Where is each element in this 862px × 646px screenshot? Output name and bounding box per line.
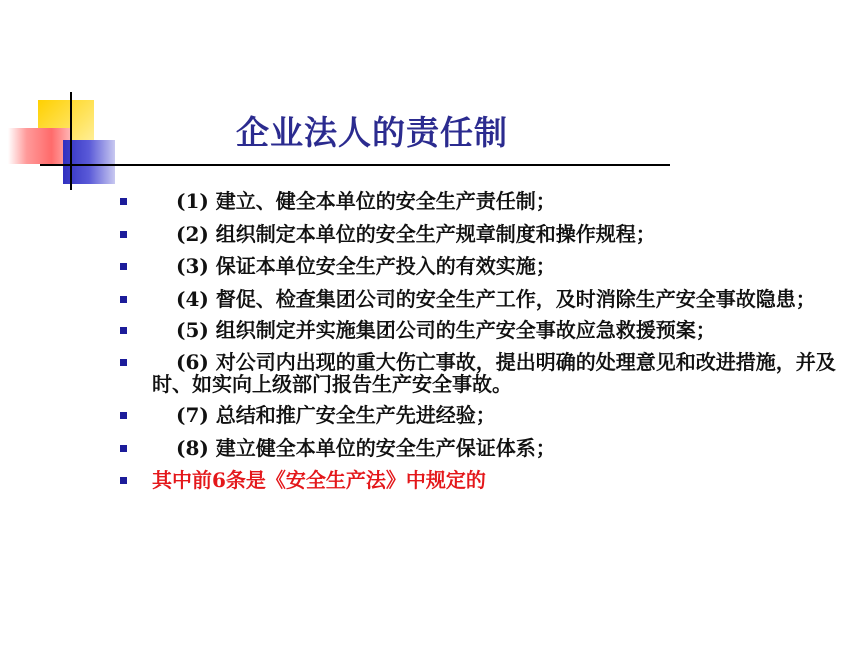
list-item: [118, 288, 842, 310]
list-item-text: (8) 建立健全本单位的安全生产保证体系；: [176, 435, 556, 460]
list-item-text: (5) 组织制定并实施集团公司的生产安全事故应急救援预案；: [176, 317, 716, 342]
bullet-square-icon: [120, 198, 127, 205]
bullet-square-icon: [120, 296, 127, 303]
list-item: [118, 437, 842, 459]
bullet-square-icon: [120, 231, 127, 238]
list-item-text: (1) 建立、健全本单位的安全生产责任制；: [176, 189, 556, 213]
list-item: [118, 319, 842, 341]
list-item-text: (4) 督促、检查集团公司的安全生产工作，及时消除生产安全事故隐患；: [176, 286, 816, 311]
note-text: 其中前6条是《安全生产法》中规定的: [152, 468, 486, 492]
list-item-text: (3) 保证本单位安全生产投入的有效实施；: [176, 254, 556, 278]
decoration-red-square: [8, 128, 70, 164]
decoration-vertical-line: [70, 92, 72, 190]
list-item-text: (6) 对公司内出现的重大伤亡事故，提出明确的处理意见和改进措施，并及时、如实向上级部门报告生产安全事故。: [152, 350, 836, 396]
corner-decoration: [0, 0, 130, 200]
bullet-square-icon: [120, 263, 127, 270]
list-item: [118, 223, 842, 245]
note-item: [118, 469, 842, 491]
list-item: [118, 351, 842, 395]
responsibility-list: [118, 190, 842, 502]
bullet-square-icon: [120, 359, 127, 366]
list-item: [118, 404, 842, 426]
list-item-text: (7) 总结和推广安全生产先进经验；: [176, 403, 496, 427]
list-item-text: (2) 组织制定本单位的安全生产规章制度和操作规程；: [176, 221, 656, 246]
list-item: [118, 190, 842, 212]
bullet-square-icon: [120, 477, 127, 484]
title-underline: [40, 164, 670, 166]
list-item: [118, 255, 842, 277]
bullet-square-icon: [120, 445, 127, 452]
bullet-square-icon: [120, 327, 127, 334]
bullet-square-icon: [120, 412, 127, 419]
slide-title: 企业法人的责任制: [236, 113, 508, 152]
